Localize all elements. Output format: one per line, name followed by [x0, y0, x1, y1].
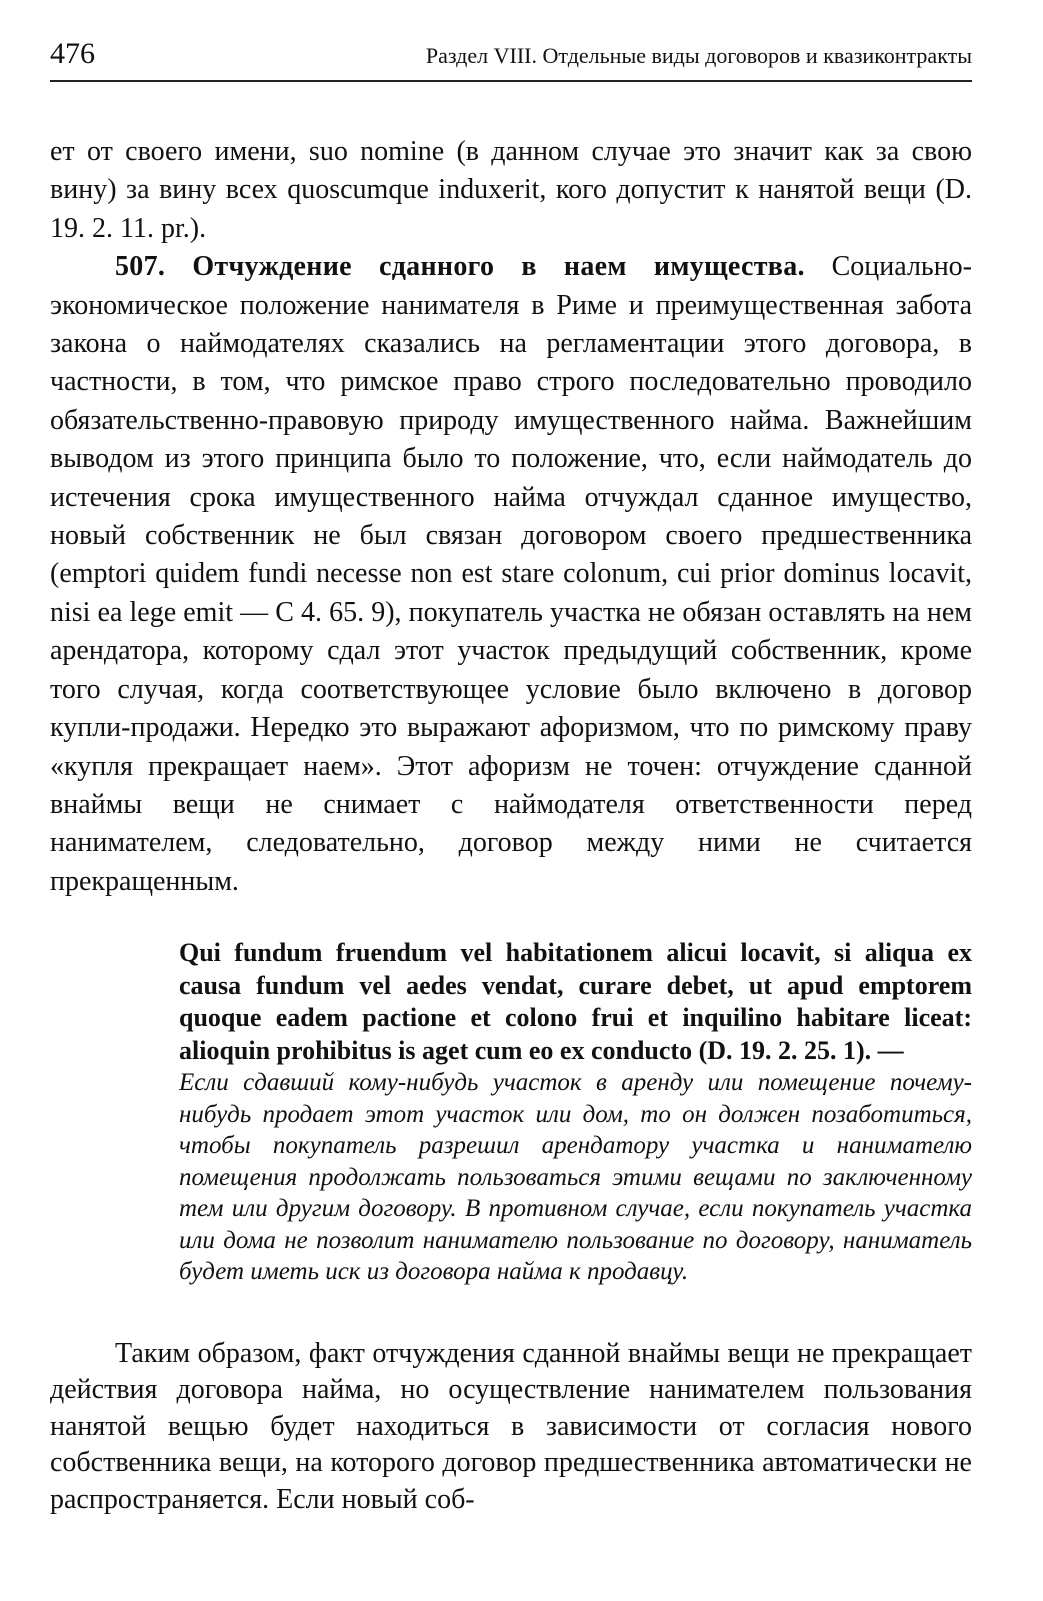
- quote-translation: Если сдавший кому-нибудь участок в аренду или помещение почему-нибудь продает этот участок или дом, то он должен позаботиться, чтобы покупатель разрешил арендатору участка и нанимателю помещения продолжать пользоваться этими вещами по заключенному тем или другим договору. В противном случае, если покупатель участка или дома не позволит нанимателю пользование по договору, наниматель будет иметь иск из договора найма к продавцу.: [179, 1069, 972, 1286]
- quote-latin: Qui fundum fruendum vel habitationem alicui locavit, si aliqua ex causa fundum vel aedes vendat, curare debet, ut apud emptorem quoque eadem pactione et colono frui et inquilino habitare liceat: alioquin prohibitus is aget cum eo ex conducto (D. 19. 2. 25. 1). —: [179, 938, 972, 1065]
- page-number: 476: [50, 37, 95, 70]
- paragraph-closing: Таким образом, факт отчуждения сданной внаймы вещи не прекращает действия договора найма, но осуществление нанимателем пользования нанятой вещью будет находиться в зависимости от согласия нового собственника вещи, на которого договор предшественника автоматически не распространяется. Если новый соб-: [50, 1337, 972, 1515]
- main-text: [50, 133, 972, 901]
- paragraph-continuation: ет от своего имени, suo nomine (в данном случае это значит как за свою вину) за вину всех quoscumque induxerit, кого допустит к нанятой вещи (D. 19. 2. 11. pr.).: [50, 136, 972, 244]
- paragraph-507: [50, 248, 972, 901]
- running-header: [50, 38, 972, 82]
- section-title: Раздел VIII. Отдельные виды договоров и квазиконтракты: [425, 43, 972, 68]
- closing-text: [50, 1336, 972, 1519]
- book-page: [50, 38, 972, 1519]
- source-quote: [179, 937, 972, 1288]
- paragraph-507-text: Социально-экономическое положение нанимателя в Риме и преимущественная забота закона о наймодателях сказались на регламентации этого договора, в частности, в том, что римское право строго последовательно проводило обязательственно-правовую природу имущественного найма. Важнейшим выводом из этого принципа было то положение, что, если наймодатель до истечения срока имущественного найма отчуждал сданное имущество, новый собственник не был связан договором своего предшественника (emptori quidem fundi necesse non est stare colonum, cui prior dominus locavit, nisi ea lege emit — C 4. 65. 9), покупатель участка не обязан оставлять на нем арендатора, которому сдал этот участок предыдущий собственник, кроме того случая, когда соответствующее условие было включено в договор купли-продажи. Нередко это выражают афоризмом, что по римскому праву «купля прекращает наем». Этот афоризм не точен: отчуждение сданной внаймы вещи не снимает с наймодателя ответственности перед нанимателем, следовательно, договор между ними не считается прекращенным.: [50, 251, 973, 897]
- section-heading-507: 507. Отчуждение сданного в наем имущества.: [115, 251, 805, 283]
